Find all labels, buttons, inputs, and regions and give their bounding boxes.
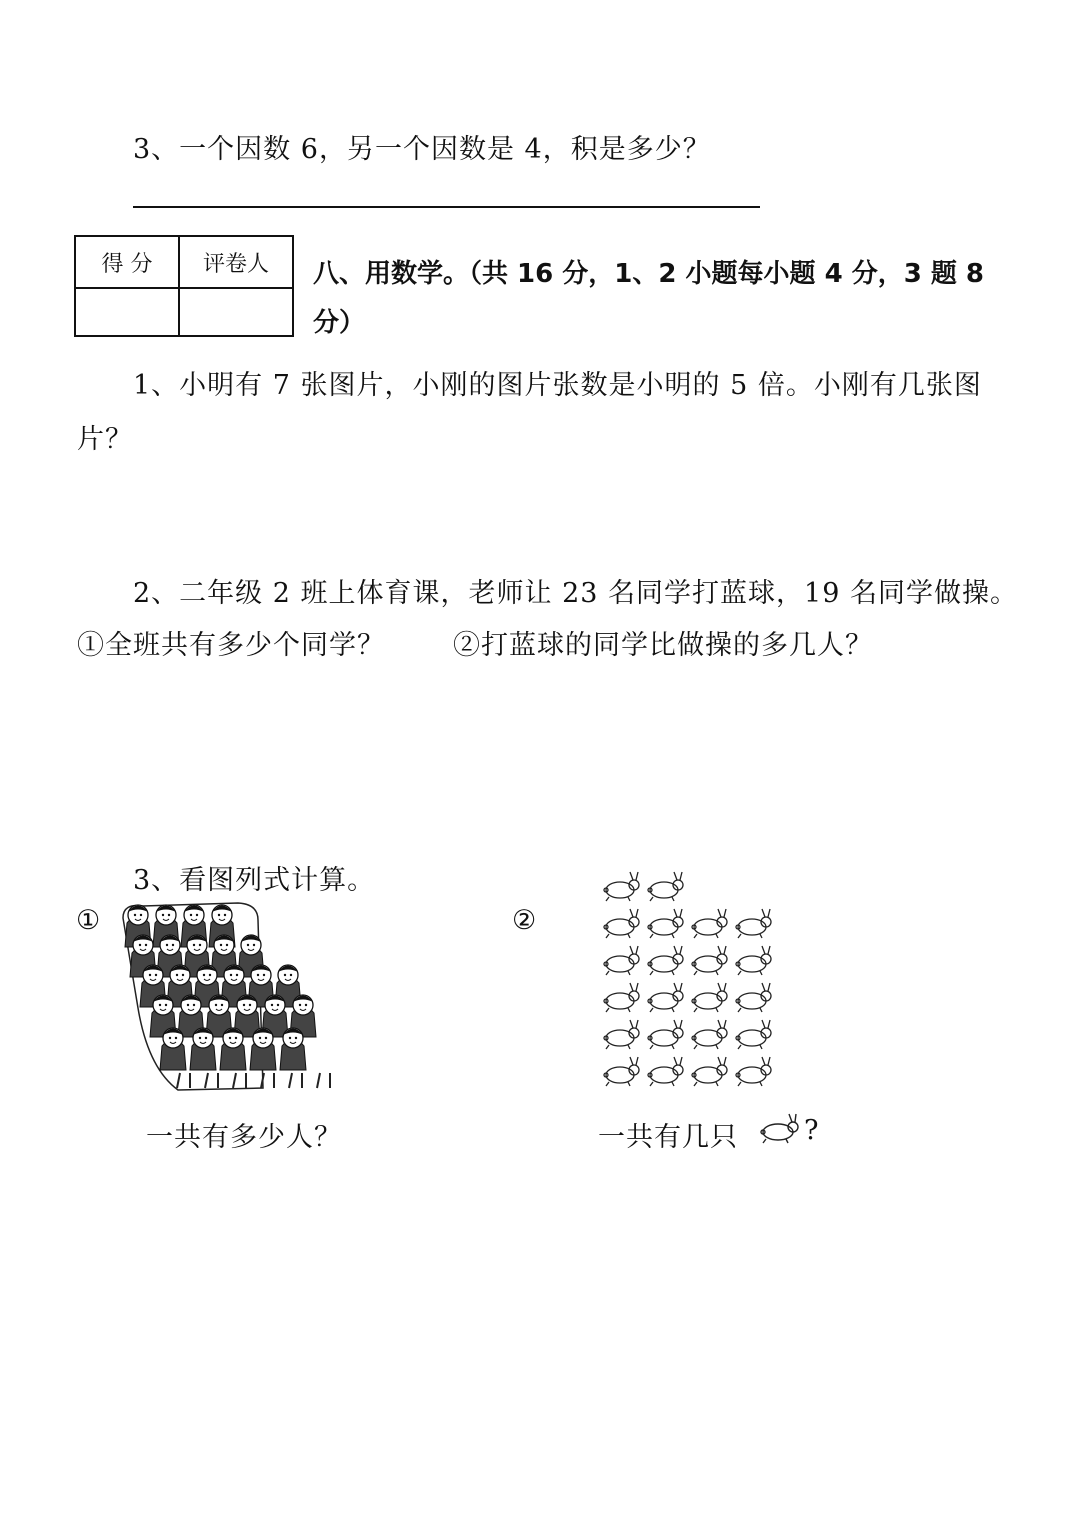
grader-header: 评卷人: [179, 236, 293, 288]
score-header: 得 分: [75, 236, 179, 288]
figure-2-caption: 一共有几只: [598, 1122, 738, 1153]
figure-2-caption-end: ?: [804, 1115, 820, 1146]
figure-1-caption: 一共有多少人？: [146, 1122, 342, 1153]
problem-2-line1: 2、二年级 2 班上体育课，老师让 23 名同学打蓝球，19 名同学做操。: [133, 578, 1018, 609]
seated-children-icon: [118, 898, 343, 1093]
rabbit-icon: [756, 1112, 804, 1146]
problem-1-line2: 片？: [77, 424, 133, 455]
problem-1-line1: 1、小明有 7 张图片，小刚的图片张数是小明的 5 倍。小刚有几张图: [133, 370, 982, 401]
grader-cell: [179, 288, 293, 336]
question-3-text: 3、一个因数 6，另一个因数是 4，积是多少？: [133, 134, 711, 165]
figure-1-marker: ①: [76, 905, 102, 936]
problem-2-sub1: ①全班共有多少个同学？: [77, 630, 385, 661]
rabbit-icon: [598, 868, 783, 1093]
section-title-line1: 八、用数学。（共 16 分，1、2 小题每小题 4 分，3 题 8: [313, 259, 984, 289]
answer-line: [133, 206, 760, 208]
section-title-line2: 分）: [313, 308, 366, 338]
score-table: [74, 235, 294, 337]
problem-2-sub2: ②打蓝球的同学比做操的多几人？: [453, 630, 873, 661]
score-cell: [75, 288, 179, 336]
figure-2-marker: ②: [512, 905, 538, 936]
problem-3-title: 3、看图列式计算。: [133, 865, 376, 896]
